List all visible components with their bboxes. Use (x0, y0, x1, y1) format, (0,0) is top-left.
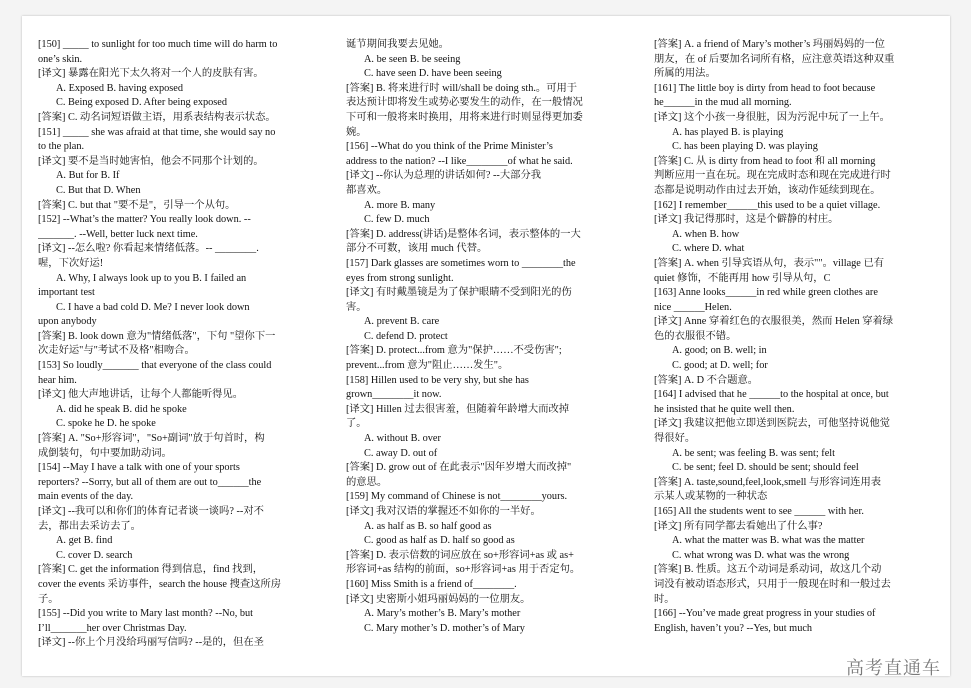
answer-option-line: A. when B. how (672, 228, 740, 240)
answer-option-line: C. good; at D. well; for (672, 360, 768, 372)
text-line: 子。 (38, 593, 59, 605)
text-line: [译文] --怎么啦? 你看起来情绪低落。-- ________. (38, 243, 259, 255)
answer-option-line: C. defend D. protect (364, 330, 448, 342)
text-line: 害。 (346, 301, 367, 313)
text-line: [答案] C. get the information 得到信息，find 找到， (38, 564, 264, 576)
text-line: [答案] A. "So+形容词"，"So+副词"放于句首时，构 (38, 433, 265, 445)
answer-option-line: C. be sent; feel D. should be sent; should feel (672, 462, 859, 474)
text-line: [译文] Anne 穿着红色的衣服很美，然而 Helen 穿着绿 (654, 316, 894, 328)
text-line: [答案] C. but that "要不是"，引导一个从句。 (38, 199, 236, 211)
text-line: 了。 (346, 418, 367, 430)
text-line: 的意思。 (346, 476, 388, 488)
text-line: cover the events 采访事件，search the house 搜查这所房 (38, 578, 282, 590)
text-line: [译文] 我对汉语的掌握还不如你的一半好。 (346, 506, 541, 517)
text-line: 得很好。 (654, 433, 696, 445)
text-line: 示某人或某物的一种状态 (654, 491, 768, 503)
text-line: 去，都出去采访去了。 (38, 520, 141, 532)
text-line: 部分不可数，该用 much 代替。 (346, 243, 488, 255)
answer-option-line: A. be sent; was feeling B. was sent; felt (672, 447, 835, 459)
text-line: 时。 (654, 593, 675, 605)
text-line: [155] --Did you write to Mary last month? --No, but (38, 608, 254, 620)
answer-option-line: A. as half as B. so half good as (364, 520, 492, 532)
text-line: 朋友，在 of 后要加名词所有格，应注意英语这种双重 (654, 53, 895, 65)
answer-option-line: A. But for B. If (56, 170, 120, 182)
text-line: [译文] 这个小孩一身很脏，因为污泥中玩了一上午。 (654, 111, 890, 123)
text-line: [译文] --我可以和你们的体育记者谈一谈吗? --对不 (38, 506, 264, 517)
text-line: 判断应用一直在玩。现在完成时态和现在完成进行时 (654, 170, 891, 182)
text-line: he insisted that he quite well then. (654, 403, 795, 415)
text-line: 词没有被动语态形式，只用于一般现在时和一般过去 (654, 578, 891, 590)
answer-option-line: C. cover D. search (56, 549, 133, 561)
answer-option-line: C. have seen D. have been seeing (364, 68, 502, 80)
text-line: [153] So loudly_______ that everyone of the class could (38, 360, 272, 372)
text-line: [译文] 所有同学都去看她出了什么事? (654, 520, 823, 532)
text-line: he______in the mud all morning. (654, 97, 792, 109)
answer-option-line: C. where D. what (672, 243, 745, 255)
text-line: [164] I advised that he ______to the hospital at once, but (654, 389, 889, 401)
answer-option-line: C. Being exposed D. After being exposed (56, 97, 228, 109)
text-line: [答案] A. taste,sound,feel,look,smell 与形容词连用表 (654, 476, 882, 488)
text-line: 形容词+as 结构的前面，so+形容词+as 用于否定句。 (346, 564, 581, 576)
text-line: reporters? --Sorry, but all of them are out to______the (38, 476, 262, 488)
answer-option-line: A. be seen B. be seeing (364, 53, 461, 65)
answer-option-line: C. Mary mother’s D. mother’s of Mary (364, 622, 525, 634)
text-line: [答案] C. 动名词短语做主语，用系表结构表示状态。 (38, 111, 276, 123)
text-line: 成倒装句，句中要加助动词。 (38, 447, 172, 459)
answer-option-line: C. But that D. When (56, 184, 141, 196)
text-line: [159] My command of Chinese is not________yours. (346, 491, 568, 503)
text-line: nice ______Helen. (654, 301, 732, 313)
text-line: [译文] --你认为总理的讲话如何? --大部分我 (346, 170, 542, 182)
document-page (22, 16, 950, 676)
text-line: 婉。 (346, 126, 367, 138)
text-line: [译文] 要不是当时她害怕，他会不同那个计划的。 (38, 155, 264, 167)
answer-option-line: A. has played B. is playing (672, 126, 784, 138)
text-line: [答案] A. when 引导宾语从句，表示""。village 已有 (654, 257, 885, 269)
text-line: important test (38, 287, 95, 299)
text-line: [160] Miss Smith is a friend of________. (346, 578, 517, 590)
text-line: [答案] A. D 不合题意。 (654, 374, 759, 386)
text-line: [154] --May I have a talk with one of your sports (38, 462, 240, 474)
answer-option-line: A. get B. find (56, 535, 113, 547)
text-line: [译文] 有时戴墨镜是为了保护眼睛不受到阳光的伤 (346, 287, 572, 299)
answer-option-line: C. I have a bad cold D. Me? I never look down (56, 301, 250, 313)
text-line: hear him. (38, 374, 77, 386)
text-line: 表达预计即将发生或势必要发生的动作，在一般情况 (346, 97, 583, 109)
answer-option-line: A. what the matter was B. what was the matter (672, 535, 865, 547)
text-line: 所属的用法。 (654, 68, 716, 80)
answer-option-line: A. without B. over (364, 433, 441, 445)
text-column-right (654, 38, 930, 636)
answer-option-line: A. more B. many (364, 199, 436, 211)
text-line: to the plan. (38, 141, 85, 153)
watermark-text: 高考直通车 (846, 658, 941, 679)
text-line: [165] All the students went to see ______ with her. (654, 506, 864, 517)
text-column-left (38, 38, 314, 651)
text-line: main events of the day. (38, 491, 134, 503)
text-column-middle (346, 38, 622, 636)
answer-option-line: A. did he speak B. did he spoke (56, 403, 187, 415)
answer-option-line: A. Exposed B. having exposed (56, 82, 183, 94)
text-line: [答案] C. 从 is dirty from head to foot 和 all morning (654, 155, 876, 167)
text-line: grown________it now. (346, 389, 442, 401)
text-line: 态都是说明动作由过去开始，该动作延续到现在。 (654, 184, 881, 196)
text-line: [答案] D. protect...from 意为"保护……不受伤害"; (346, 345, 562, 357)
text-line: [译文] 暴露在阳光下太久将对一个人的皮肤有害。 (38, 68, 264, 80)
text-line: [161] The little boy is dirty from head to foot because (654, 82, 876, 94)
text-line: [150] _____ to sunlight for too much time will do harm to (38, 39, 278, 50)
answer-option-line: A. Why, I always look up to you B. I failed an (56, 272, 247, 284)
text-line: 喔，下次好运! (38, 257, 104, 269)
text-line: 下可和一般将来时换用，用将来进行时则显得更加委 (346, 111, 583, 123)
text-line: [166] --You’ve made great progress in your studies of (654, 608, 876, 620)
answer-option-line: C. what wrong was D. what was the wrong (672, 549, 850, 561)
text-line: [译文] 我建议把他立即送到医院去，可他坚持说他觉 (654, 418, 890, 430)
text-line: 都喜欢。 (346, 184, 388, 196)
text-line: [152] --What’s the matter? You really look down. -- (38, 214, 251, 226)
text-line: _______. --Well, better luck next time. (38, 228, 198, 240)
text-line: [答案] B. look down 意为"情绪低落"，下句 "望你下一 (38, 330, 276, 342)
text-line: quiet 修饰，不能再用 how 引导从句，C (654, 272, 831, 284)
answer-option-line: C. good as half as D. half so good as (364, 535, 515, 547)
text-line: [151] _____ she was afraid at that time, she would say no (38, 126, 276, 138)
text-line: 诞节期间我要去见她。 (346, 39, 449, 50)
text-line: [译文] 他大声地讲话，让每个人都能听得见。 (38, 389, 244, 401)
text-line: [译文] 史密斯小姐玛丽妈妈的一位朋友。 (346, 593, 531, 605)
text-line: 次走好运"与"考试不及格"相吻合。 (38, 345, 195, 357)
answer-option-line: C. has been playing D. was playing (672, 141, 818, 153)
text-line: [163] Anne looks______in red while green clothes are (654, 287, 878, 299)
text-line: [译文] 我记得那时，这是个僻静的村庄。 (654, 214, 839, 226)
answer-option-line: C. away D. out of (364, 447, 438, 459)
text-line: [译文] Hillen 过去很害羞，但随着年龄增大而改掉 (346, 403, 570, 415)
text-line: [答案] B. 将来进行时 will/shall be doing sth.。可用于 (346, 82, 578, 94)
text-line: [162] I remember______this used to be a quiet village. (654, 199, 881, 211)
text-line: upon anybody (38, 316, 97, 328)
text-line: I’ll_______her over Christmas Day. (38, 622, 187, 634)
text-line: [答案] D. 表示倍数的词应放在 so+形容词+as 或 as+ (346, 549, 574, 561)
text-line: [答案] D. address(讲话)是整体名词，表示整体的一大 (346, 228, 581, 240)
text-line: [答案] B. 性质。这五个动词是系动词，故这几个动 (654, 564, 882, 576)
answer-option-line: A. Mary’s mother’s B. Mary’s mother (364, 608, 521, 620)
text-line: [答案] D. grow out of 在此表示"因年岁增大而改掉" (346, 462, 572, 474)
text-line: [译文] --你上个月没给玛丽写信吗? --是的，但在圣 (38, 637, 264, 649)
text-line: eyes from strong sunlight. (346, 272, 454, 284)
text-line: [157] Dark glasses are sometimes worn to ________the (346, 257, 576, 269)
answer-option-line: A. good; on B. well; in (672, 345, 767, 357)
text-line: prevent...from 意为"阻止……发生"。 (346, 360, 509, 372)
text-line: address to the nation? --I like________of what he said. (346, 155, 573, 167)
text-line: English, haven’t you? --Yes, but much (654, 622, 813, 634)
text-line: 色的衣服很不错。 (654, 330, 737, 342)
text-line: one’s skin. (38, 53, 83, 65)
text-line: [156] --What do you think of the Prime Minister’s (346, 141, 553, 153)
answer-option-line: C. spoke he D. he spoke (56, 418, 156, 430)
text-line: [答案] A. a friend of Mary’s mother’s 玛丽妈妈的一位 (654, 39, 885, 50)
answer-option-line: C. few D. much (364, 214, 430, 226)
text-line: [158] Hillen used to be very shy, but she has (346, 374, 529, 386)
answer-option-line: A. prevent B. care (364, 316, 440, 328)
